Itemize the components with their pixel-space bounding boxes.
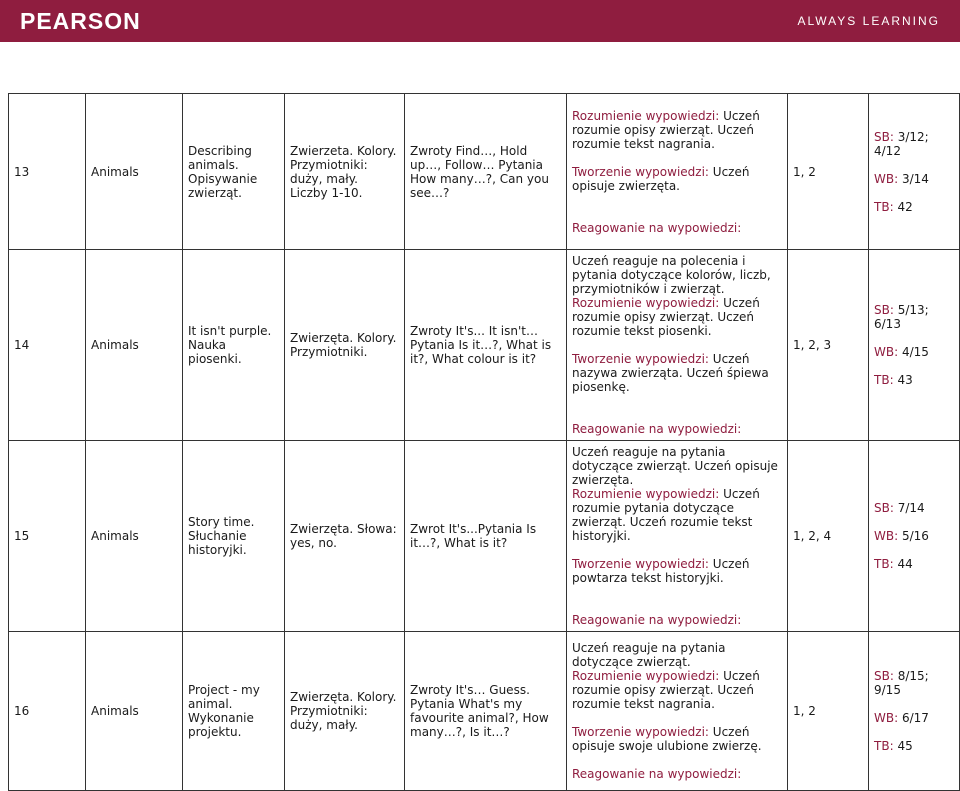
table-row — [9, 250, 960, 441]
table-row — [9, 94, 960, 250]
lesson-vocabulary: Zwierzeta. Kolory. Przymiotniki: duży, mały. Liczby 1-10. — [285, 94, 405, 250]
rozumienie-label: Rozumienie wypowiedzi: — [572, 669, 720, 683]
book-pages — [869, 250, 960, 441]
wb-pages: 5/16 — [901, 529, 929, 543]
lesson-grammar: Zwroty It's... It isn't… Pytania Is it…?, What is it?, What colour is it? — [405, 250, 567, 441]
lesson-number: 16 — [9, 632, 86, 791]
rozumienie-label: Rozumienie wypowiedzi: — [572, 296, 720, 310]
wb-pages: 6/17 — [901, 711, 929, 725]
table-row — [9, 441, 960, 632]
wb-pages: 3/14 — [901, 171, 929, 186]
book-pages — [869, 632, 960, 791]
sb-label: SB: — [874, 669, 894, 683]
lesson-topic: Animals — [86, 94, 183, 250]
reagowanie-text: Uczeń reaguje na pytania dotyczące zwierząt. — [572, 641, 726, 669]
tworzenie-label: Tworzenie wypowiedzi: — [572, 164, 709, 179]
rozumienie-text: Uczeń rozumie opisy zwierząt. Uczeń rozumie tekst piosenki. — [572, 296, 760, 338]
sb-label: SB: — [874, 501, 894, 515]
sb-label: SB: — [874, 129, 894, 144]
lesson-number: 13 — [9, 94, 86, 250]
reagowanie-text: Uczeń reaguje na pytania dotyczące zwierząt. Uczeń opisuje zwierzęta. — [572, 445, 778, 487]
lesson-grammar: Zwroty Find…, Hold up…, Follow… Pytania How many…?, Can you see…? — [405, 94, 567, 250]
tworzenie-text: Uczeń opisuje zwierzęta. — [572, 164, 750, 193]
book-pages — [869, 441, 960, 632]
tworzenie-label: Tworzenie wypowiedzi: — [572, 725, 709, 739]
curriculum-ref: 1, 2, 3 — [788, 250, 869, 441]
tb-label: TB: — [874, 199, 894, 214]
curriculum-ref: 1, 2 — [788, 94, 869, 250]
rozumienie-text: Uczeń rozumie opisy zwierząt. Uczeń rozumie tekst nagrania. — [572, 669, 760, 711]
wb-label: WB: — [874, 529, 899, 543]
rozumienie-text: Uczeń rozumie pytania dotyczące zwierząt. Uczeń rozumie tekst historyjki. — [572, 487, 760, 543]
tb-label: TB: — [874, 373, 894, 387]
lesson-grammar: Zwrot It's...Pytania Is it…?, What is it? — [405, 441, 567, 632]
table-row — [9, 632, 960, 791]
wb-label: WB: — [874, 171, 899, 186]
lesson-number: 15 — [9, 441, 86, 632]
curriculum-ref: 1, 2, 4 — [788, 441, 869, 632]
lesson-skills — [567, 632, 788, 791]
tb-pages: 43 — [897, 373, 913, 387]
reagowanie-label: Reagowanie na wypowiedzi: — [572, 767, 742, 781]
wb-label: WB: — [874, 711, 899, 725]
lesson-topic: Animals — [86, 441, 183, 632]
tworzenie-text: Uczeń powtarza tekst historyjki. — [572, 557, 750, 585]
lesson-vocabulary: Zwierzęta. Słowa: yes, no. — [285, 441, 405, 632]
tworzenie-text: Uczeń nazywa zwierząta. Uczeń śpiewa piosenkę. — [572, 352, 769, 394]
tworzenie-label: Tworzenie wypowiedzi: — [572, 557, 709, 571]
sb-pages: 8/15; 9/15 — [874, 669, 929, 697]
book-pages — [869, 94, 960, 250]
lesson-grammar: Zwroty It's… Guess. Pytania What's my favourite animal?, How many…?, Is it…? — [405, 632, 567, 791]
sb-pages: 7/14 — [897, 501, 925, 515]
lesson-topic: Animals — [86, 632, 183, 791]
sb-pages: 3/12; 4/12 — [874, 129, 929, 158]
reagowanie-label: Reagowanie na wypowiedzi: — [572, 422, 742, 436]
rozumienie-label: Rozumienie wypowiedzi: — [572, 108, 720, 123]
pearson-logo: PEARSON — [20, 8, 141, 34]
lesson-vocabulary: Zwierzęta. Kolory. Przymiotniki: duży, mały. — [285, 632, 405, 791]
tb-label: TB: — [874, 739, 894, 753]
tb-pages: 44 — [897, 557, 913, 571]
pearson-header-bar — [0, 0, 960, 42]
lesson-title: Project - my animal. Wykonanie projektu. — [183, 632, 285, 791]
lesson-number: 14 — [9, 250, 86, 441]
reagowanie-text: Uczeń reaguje na polecenia i pytania dotyczące kolorów, liczb, przymiotników i zwierząt. — [572, 254, 771, 296]
rozumienie-text: Uczeń rozumie opisy zwierząt. Uczeń rozumie tekst nagrania. — [572, 108, 760, 151]
lesson-title: Describing animals. Opisywanie zwierząt. — [183, 94, 285, 250]
curriculum-ref: 1, 2 — [788, 632, 869, 791]
tb-label: TB: — [874, 557, 894, 571]
tb-pages: 42 — [897, 199, 913, 214]
lesson-vocabulary: Zwierzęta. Kolory. Przymiotniki. — [285, 250, 405, 441]
lesson-skills — [567, 441, 788, 632]
lesson-title: Story time. Słuchanie historyjki. — [183, 441, 285, 632]
lesson-title: It isn't purple. Nauka piosenki. — [183, 250, 285, 441]
sb-pages: 5/13; 6/13 — [874, 303, 929, 331]
wb-label: WB: — [874, 345, 899, 359]
wb-pages: 4/15 — [901, 345, 929, 359]
tb-pages: 45 — [897, 739, 913, 753]
tagline: ALWAYS LEARNING — [797, 14, 940, 28]
lesson-skills — [567, 250, 788, 441]
tworzenie-label: Tworzenie wypowiedzi: — [572, 352, 709, 366]
lesson-topic: Animals — [86, 250, 183, 441]
reagowanie-label: Reagowanie na wypowiedzi: — [572, 613, 742, 627]
syllabus-table — [8, 93, 960, 791]
sb-label: SB: — [874, 303, 894, 317]
lesson-skills — [567, 94, 788, 250]
rozumienie-label: Rozumienie wypowiedzi: — [572, 487, 720, 501]
reagowanie-label: Reagowanie na wypowiedzi: — [572, 220, 742, 235]
tworzenie-text: Uczeń opisuje swoje ulubione zwierzę. — [572, 725, 762, 753]
